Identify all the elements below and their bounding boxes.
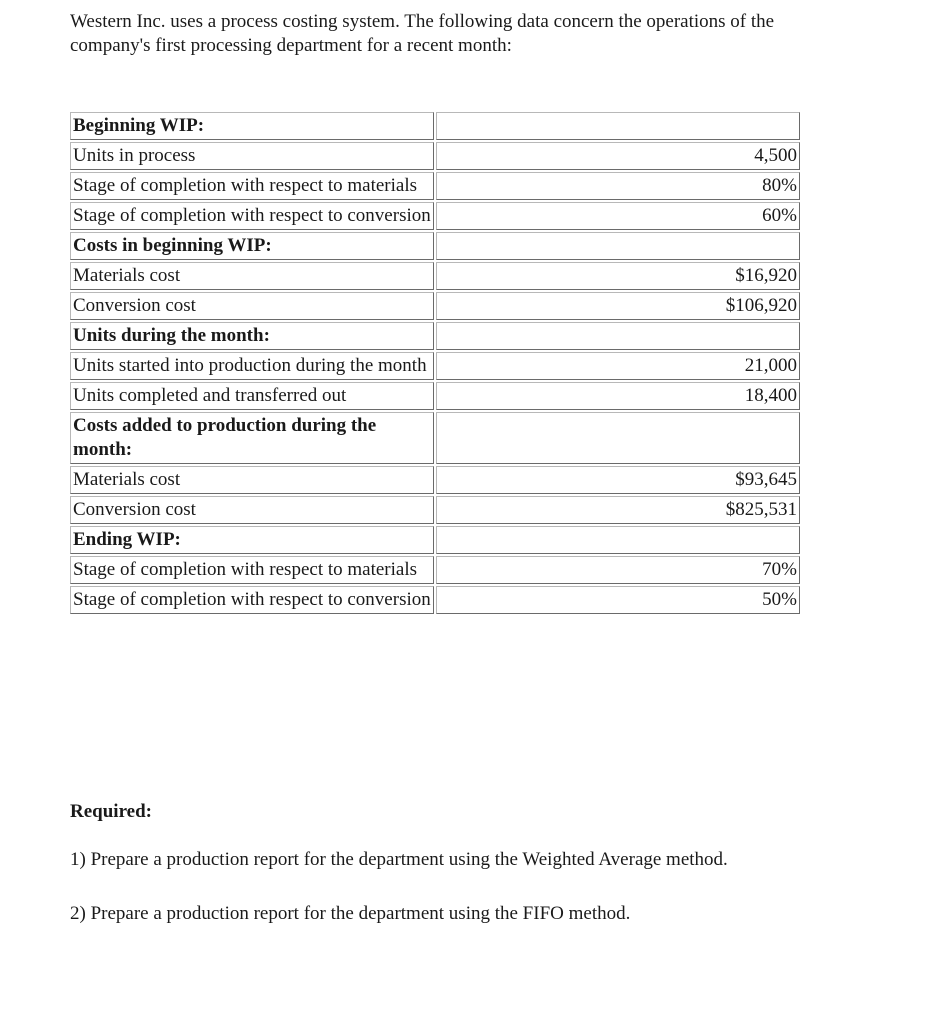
section-header-row (70, 322, 800, 350)
section-header-row (70, 412, 800, 464)
table-row (70, 202, 800, 230)
table-row (70, 292, 800, 320)
row-value: 21,000 (436, 352, 800, 380)
table-row (70, 466, 800, 494)
row-label: Materials cost (70, 466, 434, 494)
section-header-label: Ending WIP: (70, 526, 434, 554)
row-value: 60% (436, 202, 800, 230)
section-header-label: Beginning WIP: (70, 112, 434, 140)
row-value: 18,400 (436, 382, 800, 410)
row-value: 4,500 (436, 142, 800, 170)
section-header-label: Units during the month: (70, 322, 434, 350)
task-weighted-average: 1) Prepare a production report for the department using the Weighted Average method. (70, 849, 728, 870)
row-value: 70% (436, 556, 800, 584)
table-row (70, 172, 800, 200)
row-label: Conversion cost (70, 292, 434, 320)
process-data-table-body (70, 112, 800, 614)
section-header-row (70, 232, 800, 260)
task-fifo: 2) Prepare a production report for the department using the FIFO method. (70, 903, 631, 924)
section-header-row (70, 526, 800, 554)
row-label: Stage of completion with respect to materials (70, 556, 434, 584)
process-data-table (68, 110, 802, 616)
row-value: $93,645 (436, 466, 800, 494)
row-label: Units started into production during the month (70, 352, 434, 380)
table-row (70, 556, 800, 584)
table-row (70, 382, 800, 410)
row-value (436, 412, 800, 464)
row-label: Stage of completion with respect to conversion (70, 586, 434, 614)
row-value: $106,920 (436, 292, 800, 320)
row-value: 80% (436, 172, 800, 200)
row-label: Materials cost (70, 262, 434, 290)
table-row (70, 142, 800, 170)
row-label: Units completed and transferred out (70, 382, 434, 410)
table-row (70, 262, 800, 290)
intro-line-1: Western Inc. uses a process costing system. The following data concern the operations of the (70, 11, 775, 32)
row-label: Units in process (70, 142, 434, 170)
table-row (70, 352, 800, 380)
table-row (70, 496, 800, 524)
row-label: Stage of completion with respect to materials (70, 172, 434, 200)
row-label: Stage of completion with respect to conversion (70, 202, 434, 230)
section-header-label: Costs added to production during the month: (70, 412, 434, 464)
table-row (70, 586, 800, 614)
row-value (436, 322, 800, 350)
row-value: 50% (436, 586, 800, 614)
row-value (436, 526, 800, 554)
intro-paragraph (70, 10, 890, 58)
row-value (436, 112, 800, 140)
row-value (436, 232, 800, 260)
row-value: $16,920 (436, 262, 800, 290)
intro-line-2: company's first processing department for a recent month: (70, 35, 512, 56)
section-header-label: Costs in beginning WIP: (70, 232, 434, 260)
row-value: $825,531 (436, 496, 800, 524)
required-heading: Required: (70, 801, 152, 822)
row-label: Conversion cost (70, 496, 434, 524)
section-header-row (70, 112, 800, 140)
